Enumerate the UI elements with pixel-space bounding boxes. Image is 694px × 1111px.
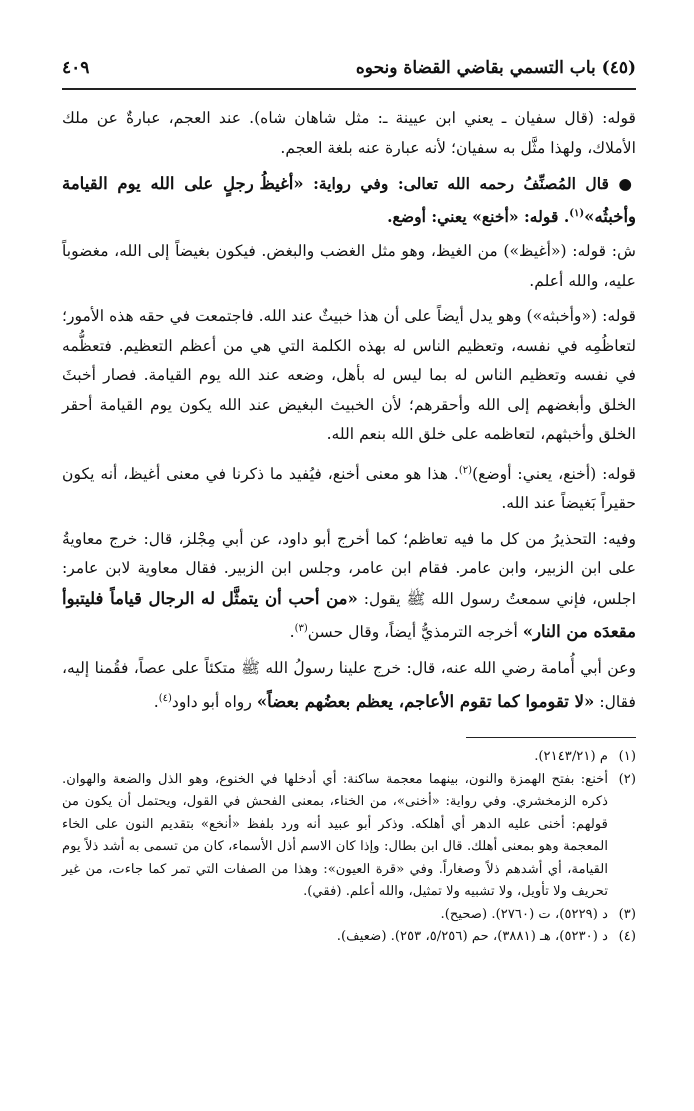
paragraph-2-rest: . قوله: «أخنع» يعني: أوضع. [387, 206, 570, 226]
footnote-item [62, 904, 636, 927]
footnote-ref-3[interactable]: (٣) [294, 623, 308, 635]
footnote-text: م (٢١٤٣/٢١). [534, 749, 608, 765]
footnote-ref-4[interactable]: (٤) [158, 692, 172, 704]
footnote-text: د (٥٢٢٩)، ت (٢٧٦٠). (صحيح). [440, 906, 608, 922]
footnote-item [62, 926, 636, 949]
paragraph-3: ش: قوله: («أغيظ») من الغيظ، وهو مثل الغضب والبغض. فيكون بغيضاً إلى الله، مغضوباً عليه، والله أعلم. [62, 242, 636, 290]
page-header [62, 58, 636, 90]
paragraph-6-a: وفيه: التحذيرُ من كل ما فيه تعاظم؛ كما أخرج أبو داود، عن أبي مِجْلز، قال: خرج معاويةُ على ابن الزبير، وابن عامر. فقام ابن عامر، وجلس ابن الزبير. فقال معاوية لابن عامر: اجلس، فإني سمعتُ رسول الله ﷺ يقول: [62, 529, 636, 608]
paragraph-6-b: أخرجه الترمذيُّ أيضاً، وقال حسن [307, 623, 523, 642]
footnote-item [62, 746, 636, 769]
paragraph-7-c: . [153, 692, 159, 711]
paragraph-6 [62, 525, 636, 648]
footnote-number: (٢) [618, 771, 636, 787]
chapter-title: (٤٥) باب التسمي بقاضي القضاة ونحوه [355, 58, 636, 78]
paragraph-7-a: وعن أبي أُمامة رضي الله عنه، قال: خرج علينا رسولُ الله ﷺ متكئاً على عصاً، فقُمنا إليه، فقال: [62, 659, 636, 711]
hadith-quote-3: «لا تقوموا كما تقوم الأعاجم، يعظم بعضُهم بعضاً» [256, 691, 595, 711]
paragraph-2 [62, 169, 636, 231]
footnotes [62, 746, 636, 949]
footnote-item [62, 769, 636, 904]
footnote-divider [466, 737, 636, 738]
paragraph-6-c: . [289, 623, 295, 642]
footnote-ref-2[interactable]: (٢) [458, 464, 473, 476]
footnote-number: (٤) [618, 929, 636, 945]
paragraph-5-b: . هذا هو معنى أخنع، فيُفيد ما ذكرنا في معنى أغيظ، أنه يكون حقيراً بَغيضاً عند الله. [62, 464, 636, 513]
footnote-text: أخنع: بفتح الهمزة والنون، بينهما معجمة ساكنة: أي أدخلها في الخنوع، وهو الذل والضعة والهوان. ذكره الزمخشري. وفي رواية: «أخنى»، من الخناء، بمعنى الفحش في القول، ويحتمل أن يكون من قولهم: أخنى عليه الدهر أي أهلكه. وذكر أبو عبيد أنه ورد بلفظ «أنخع» بتقديم النون على الخاء المعجمة وهو بمعنى أهلك. قال ابن بطال: وإذا كان الاسم أذل الأسماء، كان من تسمى به أشد ذلاً يوم القيامة، أي أشدهم ذلاً وصغاراً. وفي «قرة العيون»: وهذا من الصفات التي تمر كما جاءت، من غير تحريف ولا تأويل، ولا تشبيه ولا تمثيل، والله أعلم. (فقي). [62, 771, 608, 900]
page-number: ٤٠٩ [62, 58, 90, 78]
paragraph-7-b: رواه أبو داود [171, 692, 257, 711]
paragraph-1: قوله: (قال سفيان ـ يعني ابن عيينة ـ: مثل شاهان شاه). عند العجم، عبارةٌ عن ملك الأملاك، ولهذا مثَّل به سفيان؛ لأنه عبارة عنه بلغة العجم. [62, 109, 636, 157]
main-text [62, 104, 636, 717]
footnote-text: د (٥٢٣٠)، هـ (٣٨٨١)، حم (٥/٢٥٦، ٢٥٣). (ضعيف). [336, 929, 608, 945]
footnote-number: (٣) [618, 906, 636, 922]
paragraph-4: قوله: («وأخبثه») وهو يدل أيضاً على أن هذا خبيثٌ عند الله. فاجتمعت في حقه هذه الأمور؛ لتعاظُمِه في نفسه، وتعظيم الناس له بهذه الكلمة التي هي من أعظم التعظيم. فتعظُّمه في نفسه وتعظيم الناس له بما ليس له بأهل، وضعه عند الله يوم القيامة. فصار أخبثَ الخلق وأبغضهم إلى الله وأحقرهم؛ لأن الخبيث البغيض عند الله يكون يوم القيامة أحقر الخلق وأخبثهم، لتعاظمه على خلق الله بنعم الله. [62, 307, 636, 444]
footnote-ref-1[interactable]: (١) [569, 207, 585, 219]
footnote-number: (١) [618, 749, 636, 765]
author-intro: ● قال المُصنِّفُ رحمه الله تعالى: وفي رواية: [303, 174, 636, 193]
hadith-quote: «أغيظُ رجلٍ على الله يوم القيامة وأخبثُه» [62, 174, 636, 226]
paragraph-5-a: قوله: (أخنع، يعني: أوضع) [472, 464, 636, 483]
paragraph-7 [62, 654, 636, 717]
hadith-quote-2: «من أحب أن يتمثَّل له الرجال قياماً فليتبوأ مقعدَه من النار» [62, 588, 636, 642]
paragraph-5 [62, 456, 636, 519]
